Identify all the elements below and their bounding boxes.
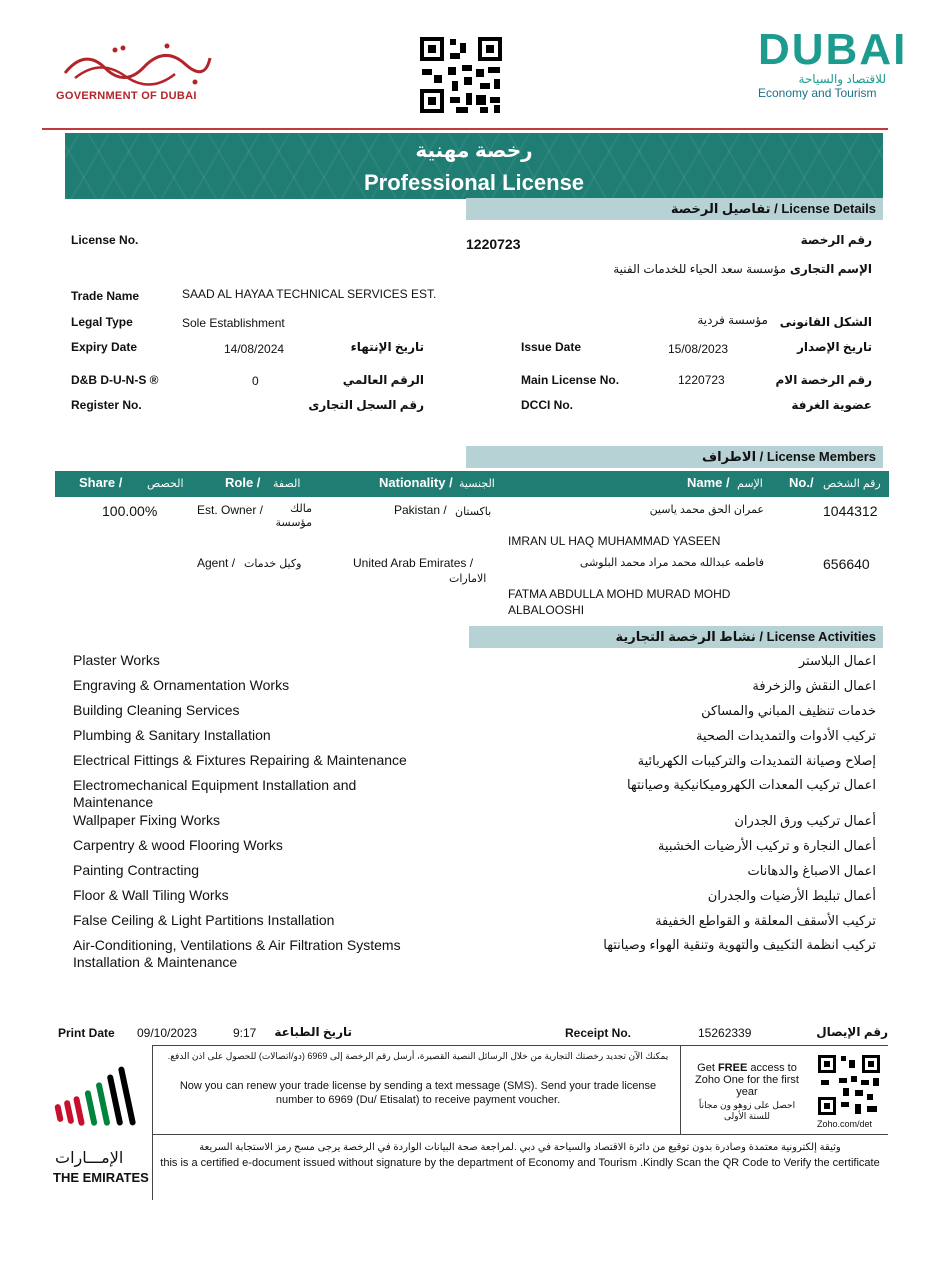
activity-ar: تركيب الأسقف المعلقة و القواطع الخفيفة — [655, 913, 876, 928]
license-no-value: 1220723 — [466, 236, 521, 252]
license-activities-title: License Activities / نشاط الرخصة التجارية — [615, 629, 876, 644]
duns-value: 0 — [252, 374, 259, 388]
zoho-promo-arabic: احصل على زوهو ون مجاناً للسنة الأولى — [698, 1100, 796, 1121]
zoho-promo-english[interactable] — [684, 1062, 810, 1098]
activity-en: False Ceiling & Light Partitions Installation — [73, 912, 335, 928]
main-license-arabic-label: رقم الرخصة الام — [775, 373, 872, 387]
issue-date-arabic-label: تاريخ الإصدار — [796, 340, 872, 354]
duns-arabic-label: الرقم العالمي — [342, 373, 424, 387]
activity-ar: اعمال الاصباغ والدهانات — [747, 863, 876, 878]
register-no-arabic-label: رقم السجل التجارى — [308, 398, 424, 412]
footer-inner-rule — [680, 1045, 681, 1134]
member-role: Est. Owner / — [197, 503, 264, 517]
the-emirates-logo — [50, 1060, 142, 1146]
renewal-notice-english: Now you can renew your trade license by sending a text message (SMS). Send your trade license number to 6969 (Du/ Etisalat) to receive payment voucher. — [179, 1080, 657, 1106]
member-role-arabic: مالك مؤسسة — [275, 503, 312, 529]
activity-ar: تركيب انظمة التكييف والتهوية وتنقية الهواء وصيانتها — [603, 937, 876, 952]
license-members-title: License Members / الاطراف — [702, 449, 876, 464]
activity-ar: اعمال البلاستر — [798, 653, 876, 668]
activity-en: Electromechanical Equipment Installation and Maintenance — [73, 777, 357, 810]
zoho-url[interactable]: Zoho.com/det — [817, 1119, 873, 1129]
the-emirates-arabic: الإمـــارات — [55, 1150, 124, 1167]
member-nationality: United Arab Emirates / — [353, 556, 474, 570]
col-no-header: No./ — [789, 475, 814, 490]
trade-name-label: Trade Name — [71, 289, 140, 303]
dubai-economy-tourism-logo — [758, 25, 908, 100]
zoho-promo-post: access to Zoho One for the first year — [695, 1062, 799, 1098]
banner-title-arabic: رخصة مهنية — [415, 140, 533, 162]
receipt-no-arabic-label: رقم الإيصال — [816, 1025, 888, 1039]
member-role-arabic: وكيل خدمات — [244, 558, 302, 570]
member-role: Agent / — [197, 556, 236, 570]
main-license-value: 1220723 — [678, 373, 725, 387]
activity-ar: أعمال النجارة و تركيب الأرضيات الخشبية — [657, 838, 876, 853]
member-no: 656640 — [823, 556, 870, 572]
activity-en: Air-Conditioning, Ventilations & Air Filtration Systems Installation & Maintenance — [73, 937, 401, 970]
activity-en: Floor & Wall Tiling Works — [73, 887, 229, 903]
duns-label: D&B D-U-N-S ® — [71, 373, 159, 387]
trade-name-arabic-label: الإسم التجارى — [789, 262, 872, 276]
activity-ar: أعمال تركيب ورق الجدران — [734, 813, 876, 828]
col-role-header-arabic: الصفة — [273, 478, 301, 490]
col-role-header: Role / — [225, 475, 261, 490]
activity-ar: اعمال النقش والزخرفة — [752, 678, 876, 693]
member-nationality: Pakistan / — [394, 503, 447, 517]
legal-type-label: Legal Type — [71, 315, 133, 329]
expiry-date-label: Expiry Date — [71, 340, 138, 354]
zoho-qr-code-icon[interactable] — [817, 1054, 881, 1116]
the-emirates-english: THE EMIRATES — [53, 1170, 149, 1185]
dcci-no-arabic-label: عضوية الغرفة — [791, 398, 872, 412]
member-name-arabic: فاطمه عبدالله محمد مراد محمد البلوشى — [579, 557, 764, 569]
legal-type-arabic-label: الشكل القانونى — [779, 315, 872, 329]
activity-en: Plaster Works — [73, 652, 160, 668]
activity-ar: خدمات تنظيف المباني والمساكن — [701, 703, 876, 718]
license-no-arabic-label: رقم الرخصة — [800, 233, 872, 247]
activity-en: Building Cleaning Services — [73, 702, 240, 718]
activity-en: Electrical Fittings & Fixtures Repairing & Maintenance — [73, 752, 407, 768]
trade-name-value: SAAD AL HAYAA TECHNICAL SERVICES EST. — [182, 287, 437, 301]
banner-title-english: Professional License — [363, 170, 585, 195]
member-no: 1044312 — [823, 503, 878, 519]
dubai-english-subtitle: Economy and Tourism — [758, 86, 877, 100]
print-date-label: Print Date — [58, 1026, 115, 1040]
footer-middle-rule — [152, 1134, 888, 1135]
receipt-no-label: Receipt No. — [565, 1026, 632, 1040]
col-share-header: Share / — [79, 475, 123, 490]
main-license-label: Main License No. — [521, 373, 620, 387]
qr-code-icon[interactable] — [418, 35, 504, 115]
print-time-value: 9:17 — [233, 1026, 257, 1040]
issue-date-label: Issue Date — [521, 340, 582, 354]
dubai-arabic-subtitle: للاقتصاد والسياحة — [798, 72, 886, 86]
member-nationality-arabic: الامارات — [449, 573, 487, 585]
legal-type-value: Sole Establishment — [182, 316, 285, 330]
col-name-header-arabic: الإسم — [737, 478, 763, 490]
activity-en: Wallpaper Fixing Works — [73, 812, 221, 828]
certification-notice-arabic: وثيقة إلكترونية معتمدة وصادرة بدون توقيع من دائرة الاقتصاد والسياحة في دبي .لمراجعة صحة البيانات الواردة في الرخصة يرجى مسح رمز الاستجابة السريعة — [199, 1142, 841, 1153]
license-no-label: License No. — [71, 233, 139, 247]
receipt-no-value: 15262339 — [698, 1026, 752, 1040]
activity-ar: تركيب الأدوات والتمديدات الصحية — [696, 728, 876, 743]
register-no-label: Register No. — [71, 398, 142, 412]
zoho-promo-pre: Get — [697, 1062, 718, 1074]
issue-date-value: 15/08/2023 — [668, 342, 729, 356]
members-table-header — [55, 471, 889, 497]
col-nationality-header-arabic: الجنسية — [459, 478, 495, 490]
header-divider — [42, 128, 888, 130]
expiry-date-arabic-label: تاريخ الإنتهاء — [350, 340, 424, 354]
dubai-wordmark: DUBAI — [758, 25, 908, 74]
trade-name-arabic-value: مؤسسة سعد الحياء للخدمات الفنية — [613, 262, 786, 276]
col-no-header-arabic: رقم الشخص — [823, 478, 881, 490]
col-share-header-arabic: الحصص — [147, 478, 184, 490]
activity-ar: إصلاح وصيانة التمديدات والتركيبات الكهربائية — [637, 753, 876, 768]
print-date-arabic-label: تاريخ الطباعة — [274, 1025, 352, 1039]
dcci-no-label: DCCI No. — [521, 398, 573, 412]
col-nationality-header: Nationality / — [379, 475, 453, 490]
certification-notice-english: this is a certified e-document issued without signature by the department of Economy and Tourism .Kindly Scan the QR Code to Verify the certificate — [160, 1157, 880, 1169]
member-name-english: FATMA ABDULLA MOHD MURAD MOHD ALBALOOSHI — [508, 587, 731, 617]
activity-en: Plumbing & Sanitary Installation — [73, 727, 271, 743]
member-name-arabic: عمران الحق محمد ياسين — [649, 504, 764, 516]
license-details-title: License Details / تفاصيل الرخصة — [670, 201, 876, 216]
government-of-dubai-logo — [55, 38, 215, 88]
activity-ar: اعمال تركيب المعدات الكهروميكانيكية وصيانتها — [627, 777, 876, 792]
footer-left-rule — [152, 1045, 153, 1200]
activity-ar: أعمال تبليط الأرضيات والجدران — [707, 888, 876, 903]
government-of-dubai-text: GOVERNMENT OF DUBAI — [56, 90, 197, 102]
activity-en: Engraving & Ornamentation Works — [73, 677, 290, 693]
renewal-notice-arabic: يمكنك الآن تجديد رخصتك التجارية من خلال الرسائل النصية القصيرة، أرسل رقم الرخصة إلى 6969 (دو/اتصالات) للحصول على اذن الدفع. — [167, 1051, 669, 1061]
member-share: 100.00% — [102, 503, 158, 519]
legal-type-arabic-value: مؤسسة فردية — [697, 313, 768, 327]
col-name-header: Name / — [687, 475, 730, 490]
footer-top-rule — [152, 1045, 888, 1046]
member-name-english: IMRAN UL HAQ MUHAMMAD YASEEN — [508, 534, 721, 548]
activity-en: Painting Contracting — [73, 862, 200, 878]
activity-en: Carpentry & wood Flooring Works — [73, 837, 283, 853]
member-nationality-arabic: باكستان — [455, 506, 492, 518]
zoho-promo-free: FREE — [717, 1062, 748, 1074]
expiry-date-value: 14/08/2024 — [224, 342, 285, 356]
print-date-value: 09/10/2023 — [137, 1026, 198, 1040]
